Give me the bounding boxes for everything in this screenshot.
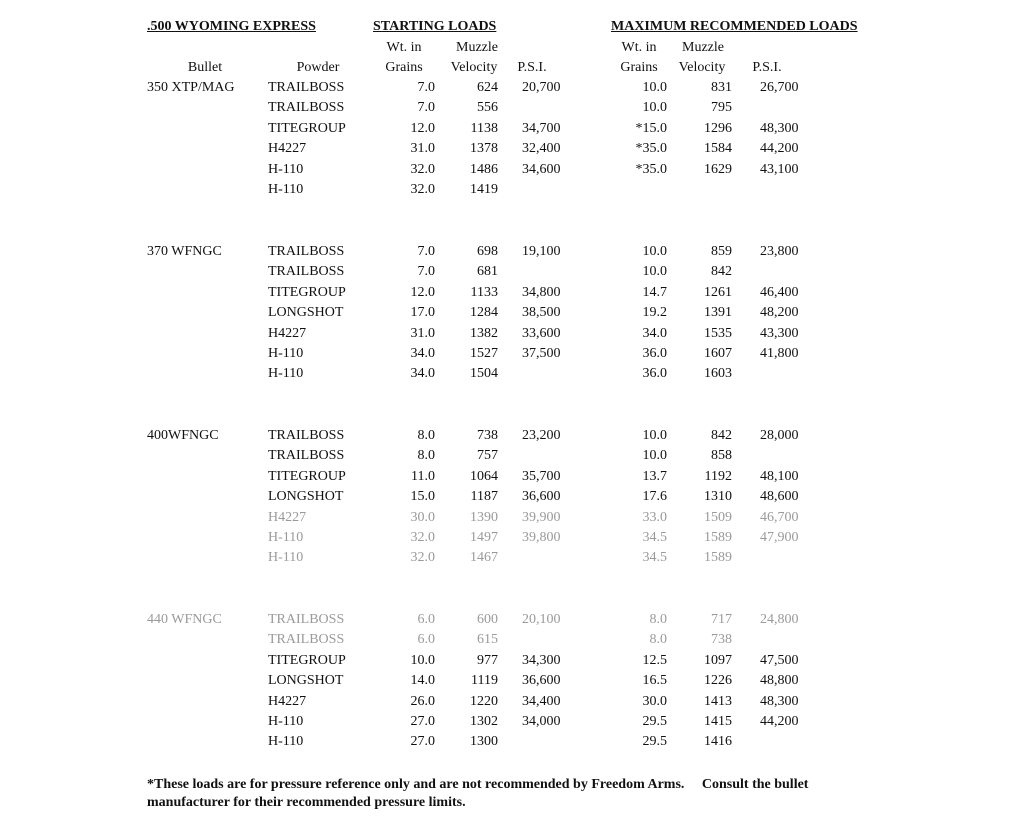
max-weight-cell: 29.5 bbox=[642, 734, 667, 750]
max-velocity-cell: 831 bbox=[711, 80, 732, 95]
start-weight-cell: 7.0 bbox=[417, 100, 435, 116]
col-header-wt-line1: Wt. in bbox=[386, 40, 422, 55]
start-psi-cell: 34,400 bbox=[522, 693, 561, 709]
start-weight-cell: 31.0 bbox=[410, 325, 435, 341]
table-row bbox=[0, 182, 1024, 200]
powder-cell: H-110 bbox=[268, 714, 304, 729]
max-velocity-cell: 1310 bbox=[704, 489, 732, 505]
start-weight-cell: 26.0 bbox=[410, 693, 435, 709]
start-velocity-cell: 556 bbox=[477, 100, 498, 116]
powder-cell: H4227 bbox=[268, 325, 307, 341]
start-velocity-cell: 1467 bbox=[470, 550, 498, 566]
start-psi-cell: 36,600 bbox=[522, 673, 561, 689]
start-velocity-cell: 1187 bbox=[470, 489, 498, 505]
max-velocity-cell: 1226 bbox=[704, 673, 732, 689]
max-velocity-cell: 1192 bbox=[704, 468, 732, 484]
col-header-max-wt-line1: Wt. in bbox=[621, 40, 657, 55]
start-velocity-cell: 698 bbox=[477, 244, 498, 259]
start-weight-cell: 32.0 bbox=[410, 182, 435, 197]
powder-cell: TITEGROUP bbox=[268, 468, 346, 484]
start-psi-cell: 34,800 bbox=[522, 284, 561, 300]
max-weight-cell: 14.7 bbox=[642, 284, 667, 300]
start-velocity-cell: 1300 bbox=[470, 734, 498, 750]
col-header-max-vel-line2: Velocity bbox=[678, 60, 726, 75]
start-weight-cell: 32.0 bbox=[410, 530, 435, 545]
max-velocity-cell: 1629 bbox=[704, 161, 732, 177]
start-weight-cell: 27.0 bbox=[410, 734, 435, 750]
table-row bbox=[0, 469, 1024, 487]
table-row bbox=[0, 550, 1024, 568]
table-row bbox=[0, 285, 1024, 303]
start-psi-cell: 20,100 bbox=[522, 612, 561, 627]
start-weight-cell: 8.0 bbox=[417, 448, 435, 464]
bullet-label: 350 XTP/MAG bbox=[147, 80, 235, 95]
max-velocity-cell: 859 bbox=[711, 244, 732, 259]
max-weight-cell: *35.0 bbox=[635, 141, 667, 157]
powder-cell: H-110 bbox=[268, 182, 304, 197]
start-velocity-cell: 1064 bbox=[470, 468, 498, 484]
powder-cell: LONGSHOT bbox=[268, 305, 344, 321]
start-weight-cell: 34.0 bbox=[410, 346, 435, 361]
max-weight-cell: *15.0 bbox=[635, 120, 667, 136]
max-psi-cell: 48,200 bbox=[760, 305, 799, 321]
start-weight-cell: 12.0 bbox=[410, 120, 435, 136]
max-velocity-cell: 1391 bbox=[704, 305, 732, 321]
powder-cell: TRAILBOSS bbox=[268, 100, 345, 116]
start-velocity-cell: 600 bbox=[477, 612, 498, 627]
table-row bbox=[0, 489, 1024, 507]
max-weight-cell: 34.5 bbox=[642, 550, 667, 566]
start-psi-cell: 34,600 bbox=[522, 161, 561, 177]
table-row bbox=[0, 366, 1024, 384]
start-velocity-cell: 1302 bbox=[470, 714, 498, 729]
max-velocity-cell: 795 bbox=[711, 100, 732, 116]
start-psi-cell: 38,500 bbox=[522, 305, 561, 321]
col-header-bullet: Bullet bbox=[187, 60, 223, 75]
max-velocity-cell: 717 bbox=[711, 612, 732, 627]
start-velocity-cell: 1390 bbox=[470, 509, 498, 525]
max-velocity-cell: 1607 bbox=[704, 346, 732, 361]
max-psi-cell: 44,200 bbox=[760, 141, 799, 157]
start-weight-cell: 15.0 bbox=[410, 489, 435, 505]
document-title: .500 WYOMING EXPRESS bbox=[147, 19, 316, 34]
powder-cell: H-110 bbox=[268, 734, 304, 750]
table-row bbox=[0, 530, 1024, 548]
max-weight-cell: 10.0 bbox=[642, 244, 667, 259]
powder-cell: TRAILBOSS bbox=[268, 428, 345, 443]
start-velocity-cell: 1504 bbox=[470, 366, 498, 382]
max-psi-cell: 44,200 bbox=[760, 714, 799, 729]
start-psi-cell: 23,200 bbox=[522, 428, 561, 443]
max-weight-cell: 19.2 bbox=[642, 305, 667, 321]
start-velocity-cell: 615 bbox=[477, 632, 498, 648]
max-weight-cell: 34.0 bbox=[642, 325, 667, 341]
powder-cell: TRAILBOSS bbox=[268, 264, 345, 280]
powder-cell: H-110 bbox=[268, 161, 304, 177]
start-psi-cell: 19,100 bbox=[522, 244, 561, 259]
footnote-line-2: manufacturer for their recommended pressure limits. bbox=[147, 795, 466, 810]
powder-cell: H-110 bbox=[268, 530, 304, 545]
col-header-max-vel-line1: Muzzle bbox=[682, 40, 724, 55]
max-velocity-cell: 1509 bbox=[704, 509, 732, 525]
start-velocity-cell: 1284 bbox=[470, 305, 498, 321]
max-velocity-cell: 1097 bbox=[704, 652, 732, 668]
table-row bbox=[0, 673, 1024, 691]
max-weight-cell: 13.7 bbox=[642, 468, 667, 484]
table-row bbox=[0, 714, 1024, 732]
starting-loads-header: STARTING LOADS bbox=[373, 19, 497, 34]
max-velocity-cell: 1416 bbox=[704, 734, 732, 750]
max-velocity-cell: 1589 bbox=[704, 550, 732, 566]
start-velocity-cell: 1497 bbox=[470, 530, 498, 545]
max-velocity-cell: 1584 bbox=[704, 141, 732, 157]
table-row bbox=[0, 510, 1024, 528]
table-row bbox=[0, 244, 1024, 262]
start-weight-cell: 14.0 bbox=[410, 673, 435, 689]
max-psi-cell: 43,100 bbox=[760, 161, 799, 177]
max-psi-cell: 23,800 bbox=[760, 244, 799, 259]
max-weight-cell: 12.5 bbox=[642, 652, 667, 668]
start-weight-cell: 7.0 bbox=[417, 264, 435, 280]
table-row bbox=[0, 326, 1024, 344]
max-psi-cell: 48,800 bbox=[760, 673, 799, 689]
start-psi-cell: 33,600 bbox=[522, 325, 561, 341]
start-weight-cell: 32.0 bbox=[410, 550, 435, 566]
table-row bbox=[0, 612, 1024, 630]
start-velocity-cell: 681 bbox=[477, 264, 498, 280]
max-weight-cell: 36.0 bbox=[642, 366, 667, 382]
max-psi-cell: 47,900 bbox=[760, 530, 799, 545]
col-header-vel-line1: Muzzle bbox=[456, 40, 498, 55]
start-velocity-cell: 757 bbox=[477, 448, 498, 464]
start-weight-cell: 6.0 bbox=[417, 632, 435, 648]
max-weight-cell: *35.0 bbox=[635, 161, 667, 177]
col-header-wt-line2: Grains bbox=[385, 60, 423, 75]
start-weight-cell: 6.0 bbox=[417, 612, 435, 627]
powder-cell: TRAILBOSS bbox=[268, 612, 345, 627]
start-velocity-cell: 1486 bbox=[470, 161, 498, 177]
col-header-powder: Powder bbox=[296, 60, 340, 75]
start-velocity-cell: 738 bbox=[477, 428, 498, 443]
max-psi-cell: 28,000 bbox=[760, 428, 799, 443]
max-velocity-cell: 1415 bbox=[704, 714, 732, 729]
start-velocity-cell: 1119 bbox=[471, 673, 498, 689]
max-psi-cell: 46,700 bbox=[760, 509, 799, 525]
start-velocity-cell: 1133 bbox=[470, 284, 498, 300]
max-weight-cell: 8.0 bbox=[649, 612, 667, 627]
max-psi-cell: 26,700 bbox=[760, 80, 799, 95]
max-weight-cell: 10.0 bbox=[642, 448, 667, 464]
max-weight-cell: 17.6 bbox=[642, 489, 667, 505]
powder-cell: TRAILBOSS bbox=[268, 80, 345, 95]
start-weight-cell: 32.0 bbox=[410, 161, 435, 177]
bullet-label: 370 WFNGC bbox=[147, 244, 222, 259]
powder-cell: H-110 bbox=[268, 550, 304, 566]
max-psi-cell: 41,800 bbox=[760, 346, 799, 361]
table-row bbox=[0, 141, 1024, 159]
table-row bbox=[0, 264, 1024, 282]
start-psi-cell: 32,400 bbox=[522, 141, 561, 157]
start-psi-cell: 34,700 bbox=[522, 120, 561, 136]
start-weight-cell: 11.0 bbox=[411, 468, 435, 484]
table-row bbox=[0, 448, 1024, 466]
col-header-psi: P.S.I. bbox=[517, 60, 547, 75]
powder-cell: H4227 bbox=[268, 509, 307, 525]
start-psi-cell: 37,500 bbox=[522, 346, 561, 361]
table-row bbox=[0, 653, 1024, 671]
table-row bbox=[0, 346, 1024, 364]
powder-cell: TITEGROUP bbox=[268, 120, 346, 136]
powder-cell: LONGSHOT bbox=[268, 489, 344, 505]
max-weight-cell: 33.0 bbox=[642, 509, 667, 525]
powder-cell: H-110 bbox=[268, 346, 304, 361]
max-velocity-cell: 842 bbox=[711, 428, 732, 443]
max-psi-cell: 24,800 bbox=[760, 612, 799, 627]
max-velocity-cell: 738 bbox=[711, 632, 732, 648]
max-weight-cell: 36.0 bbox=[642, 346, 667, 361]
max-psi-cell: 48,600 bbox=[760, 489, 799, 505]
max-velocity-cell: 1261 bbox=[704, 284, 732, 300]
max-psi-cell: 46,400 bbox=[760, 284, 799, 300]
bullet-label: 400WFNGC bbox=[147, 428, 219, 443]
start-velocity-cell: 624 bbox=[477, 80, 498, 95]
max-weight-cell: 10.0 bbox=[642, 80, 667, 95]
max-loads-header: MAXIMUM RECOMMENDED LOADS bbox=[611, 19, 858, 34]
col-header-max-wt-line2: Grains bbox=[620, 60, 658, 75]
start-psi-cell: 35,700 bbox=[522, 468, 561, 484]
start-velocity-cell: 1378 bbox=[470, 141, 498, 157]
start-velocity-cell: 1382 bbox=[470, 325, 498, 341]
powder-cell: H-110 bbox=[268, 366, 304, 382]
powder-cell: H4227 bbox=[268, 693, 307, 709]
start-velocity-cell: 1220 bbox=[470, 693, 498, 709]
powder-cell: TRAILBOSS bbox=[268, 448, 345, 464]
start-psi-cell: 34,000 bbox=[522, 714, 561, 729]
max-weight-cell: 8.0 bbox=[649, 632, 667, 648]
powder-cell: TRAILBOSS bbox=[268, 632, 345, 648]
start-weight-cell: 7.0 bbox=[417, 244, 435, 259]
max-psi-cell: 48,100 bbox=[760, 468, 799, 484]
powder-cell: TRAILBOSS bbox=[268, 244, 345, 259]
bullet-label: 440 WFNGC bbox=[147, 612, 222, 627]
start-weight-cell: 31.0 bbox=[410, 141, 435, 157]
col-header-vel-line2: Velocity bbox=[450, 60, 498, 75]
max-weight-cell: 30.0 bbox=[642, 693, 667, 709]
col-header-max-psi: P.S.I. bbox=[752, 60, 782, 75]
max-psi-cell: 47,500 bbox=[760, 652, 799, 668]
start-psi-cell: 20,700 bbox=[522, 80, 561, 95]
table-row bbox=[0, 428, 1024, 446]
table-row bbox=[0, 632, 1024, 650]
max-velocity-cell: 842 bbox=[711, 264, 732, 280]
powder-cell: LONGSHOT bbox=[268, 673, 344, 689]
start-psi-cell: 36,600 bbox=[522, 489, 561, 505]
max-psi-cell: 48,300 bbox=[760, 120, 799, 136]
start-weight-cell: 30.0 bbox=[410, 509, 435, 525]
max-psi-cell: 43,300 bbox=[760, 325, 799, 341]
max-weight-cell: 10.0 bbox=[642, 100, 667, 116]
max-velocity-cell: 1296 bbox=[704, 120, 732, 136]
table-row bbox=[0, 162, 1024, 180]
powder-cell: TITEGROUP bbox=[268, 284, 346, 300]
max-psi-cell: 48,300 bbox=[760, 693, 799, 709]
footnote-line-1: *These loads are for pressure reference only and are not recommended by Freedom Arms. Consult the bullet bbox=[147, 777, 809, 792]
start-weight-cell: 34.0 bbox=[410, 366, 435, 382]
table-row bbox=[0, 734, 1024, 752]
max-velocity-cell: 1535 bbox=[704, 325, 732, 341]
start-velocity-cell: 1527 bbox=[470, 346, 498, 361]
powder-cell: TITEGROUP bbox=[268, 652, 346, 668]
start-velocity-cell: 1138 bbox=[470, 120, 498, 136]
start-psi-cell: 34,300 bbox=[522, 652, 561, 668]
table-row bbox=[0, 80, 1024, 98]
start-velocity-cell: 1419 bbox=[470, 182, 498, 197]
table-row bbox=[0, 100, 1024, 118]
table-row bbox=[0, 694, 1024, 712]
start-weight-cell: 12.0 bbox=[410, 284, 435, 300]
start-weight-cell: 27.0 bbox=[410, 714, 435, 729]
start-velocity-cell: 977 bbox=[477, 652, 498, 668]
table-row bbox=[0, 121, 1024, 139]
powder-cell: H4227 bbox=[268, 141, 307, 157]
max-velocity-cell: 1603 bbox=[704, 366, 732, 382]
start-weight-cell: 7.0 bbox=[417, 80, 435, 95]
max-velocity-cell: 858 bbox=[711, 448, 732, 464]
start-weight-cell: 10.0 bbox=[410, 652, 435, 668]
start-psi-cell: 39,800 bbox=[522, 530, 561, 545]
max-weight-cell: 16.5 bbox=[642, 673, 667, 689]
start-weight-cell: 17.0 bbox=[410, 305, 435, 321]
max-weight-cell: 10.0 bbox=[642, 428, 667, 443]
start-weight-cell: 8.0 bbox=[417, 428, 435, 443]
max-weight-cell: 29.5 bbox=[642, 714, 667, 729]
max-weight-cell: 34.5 bbox=[642, 530, 667, 545]
start-psi-cell: 39,900 bbox=[522, 509, 561, 525]
table-row bbox=[0, 305, 1024, 323]
max-velocity-cell: 1413 bbox=[704, 693, 732, 709]
max-weight-cell: 10.0 bbox=[642, 264, 667, 280]
max-velocity-cell: 1589 bbox=[704, 530, 732, 545]
